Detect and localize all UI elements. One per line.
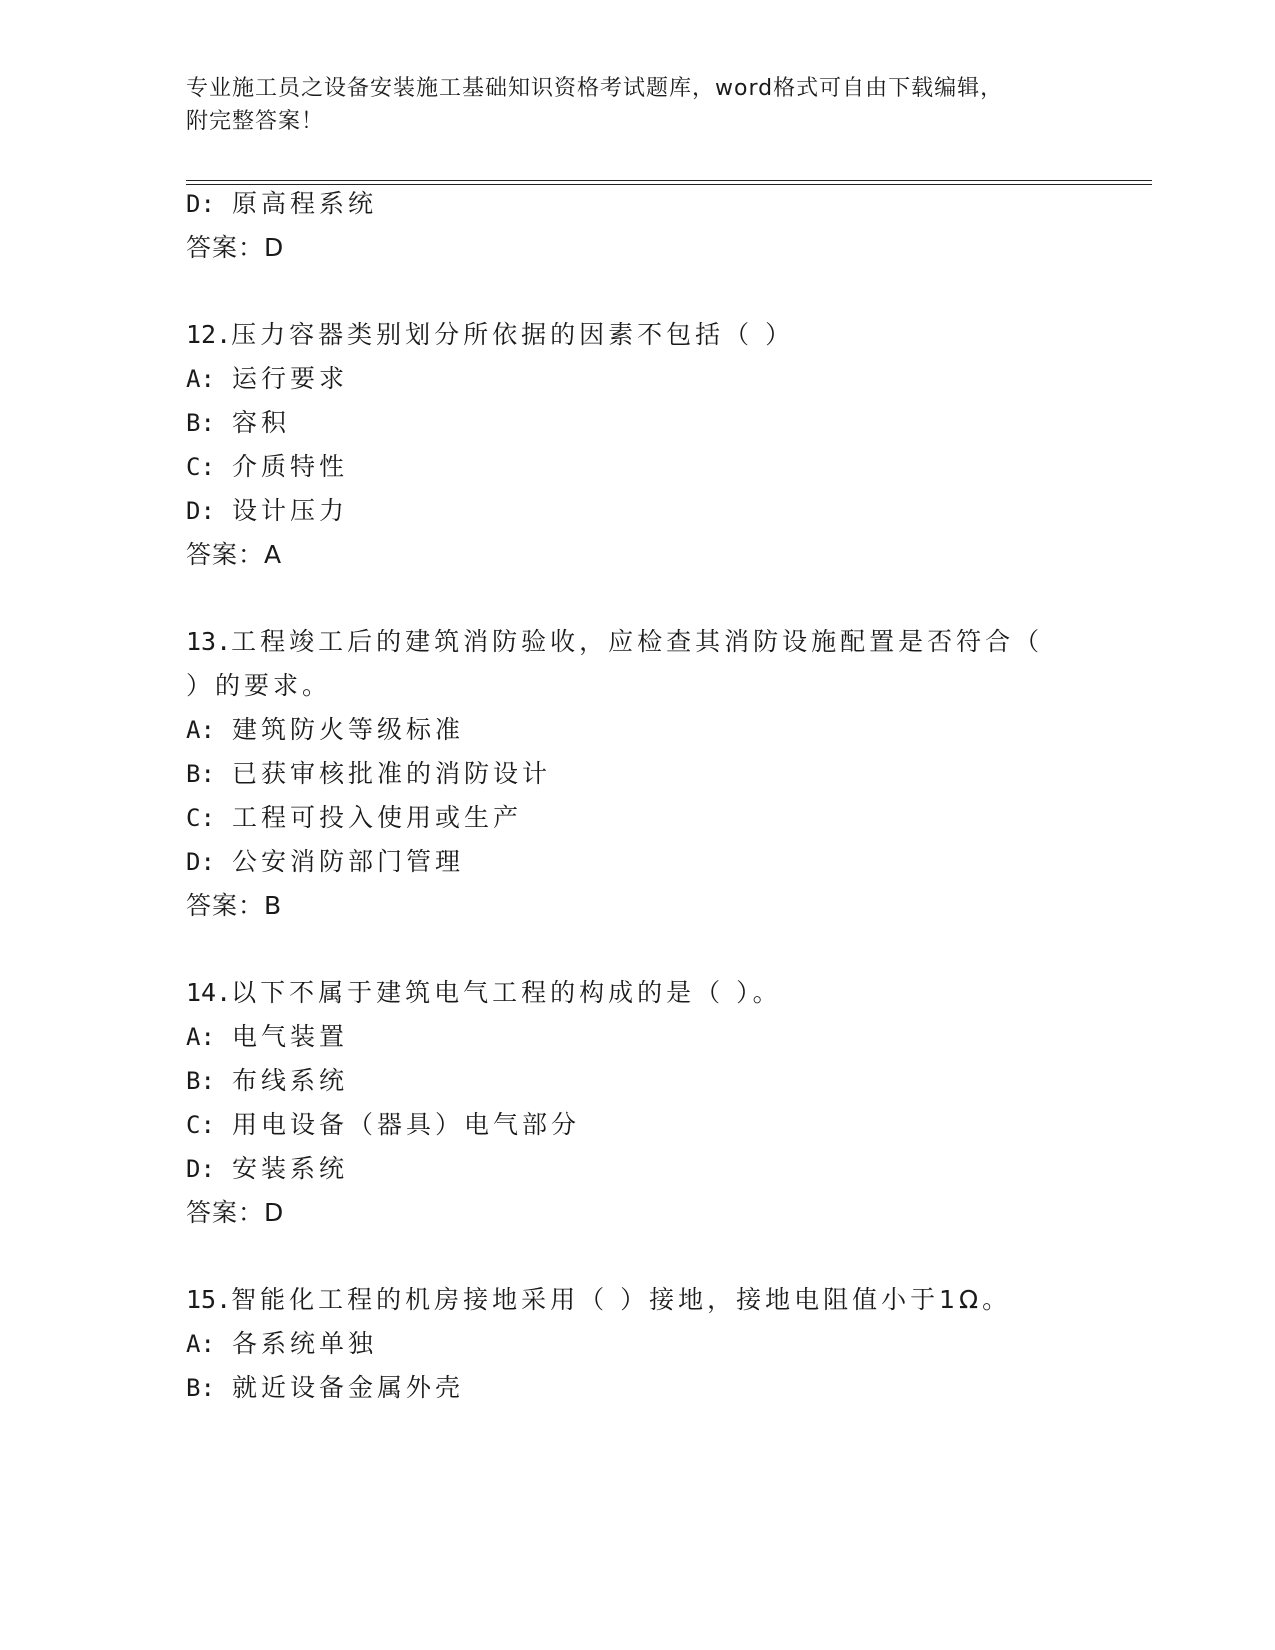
option-text: 设计压力	[232, 496, 349, 525]
option-letter: B:	[186, 1374, 215, 1402]
option-d	[186, 495, 348, 527]
option-letter: B:	[186, 409, 215, 437]
option-b	[186, 1065, 348, 1097]
option-text: 电气装置	[232, 1022, 349, 1051]
question-stem-continued	[186, 670, 331, 702]
answer-line	[186, 1197, 284, 1229]
option-d	[186, 1153, 348, 1185]
header-line-1: 专业施工员之设备安装施工基础知识资格考试题库，word格式可自由下载编辑，	[186, 76, 1004, 101]
option-text: 各系统单独	[232, 1329, 378, 1358]
question-number: 15.	[186, 1285, 232, 1314]
option-letter: A:	[186, 365, 215, 393]
option-letter: C:	[186, 1111, 215, 1139]
question-stem	[186, 977, 782, 1009]
answer-value: A	[264, 540, 283, 569]
question-number: 14.	[186, 978, 232, 1007]
page-header	[186, 72, 1086, 138]
option-text: 用电设备（器具）电气部分	[232, 1110, 581, 1139]
option-letter: D:	[186, 190, 215, 218]
option-text: 安装系统	[232, 1154, 349, 1183]
option-a	[186, 363, 348, 395]
question-text: 工程竣工后的建筑消防验收，应检查其消防设施配置是否符合（	[231, 627, 1044, 656]
option-d	[186, 188, 377, 220]
option-a	[186, 714, 464, 746]
answer-value: D	[264, 233, 285, 262]
option-letter: A:	[186, 1023, 215, 1051]
option-b	[186, 758, 551, 790]
answer-line	[186, 539, 282, 571]
option-b	[186, 407, 290, 439]
header-rule-top	[186, 180, 1152, 181]
header-rule-bottom	[186, 184, 1152, 185]
option-d	[186, 846, 464, 878]
option-c	[186, 1109, 580, 1141]
option-text: 就近设备金属外壳	[232, 1373, 465, 1402]
option-text: 介质特性	[232, 452, 349, 481]
option-letter: C:	[186, 453, 215, 481]
answer-label: 答案：	[186, 233, 265, 262]
answer-line	[186, 232, 284, 264]
header-line-2: 附完整答案！	[186, 109, 325, 134]
option-a	[186, 1021, 348, 1053]
answer-line	[186, 890, 282, 922]
option-letter: B:	[186, 760, 215, 788]
option-text: 已获审核批准的消防设计	[232, 759, 552, 788]
question-number: 12.	[186, 320, 232, 349]
question-text: 智能化工程的机房接地采用（ ）接地，接地电阻值小于1Ω。	[231, 1285, 1012, 1314]
answer-value: D	[264, 1198, 285, 1227]
option-text: 布线系统	[232, 1066, 349, 1095]
question-text: ）的要求。	[186, 671, 332, 700]
option-letter: A:	[186, 1330, 215, 1358]
option-text: 公安消防部门管理	[232, 847, 465, 876]
answer-value: B	[264, 891, 283, 920]
option-letter: D:	[186, 497, 215, 525]
question-number: 13.	[186, 627, 232, 656]
option-letter: C:	[186, 804, 215, 832]
option-letter: D:	[186, 848, 215, 876]
option-letter: A:	[186, 716, 215, 744]
option-c	[186, 802, 522, 834]
option-text: 容积	[232, 408, 291, 437]
option-letter: B:	[186, 1067, 215, 1095]
question-stem	[186, 1284, 1011, 1316]
option-a	[186, 1328, 377, 1360]
option-letter: D:	[186, 1155, 215, 1183]
option-b	[186, 1372, 464, 1404]
option-c	[186, 451, 348, 483]
question-text: 以下不属于建筑电气工程的构成的是（ ）。	[231, 978, 782, 1007]
answer-label: 答案：	[186, 891, 265, 920]
option-text: 工程可投入使用或生产	[232, 803, 523, 832]
question-stem	[186, 319, 794, 351]
question-stem	[186, 626, 1043, 658]
option-text: 运行要求	[232, 364, 349, 393]
question-text: 压力容器类别划分所依据的因素不包括（ ）	[231, 320, 795, 349]
answer-label: 答案：	[186, 1198, 265, 1227]
answer-label: 答案：	[186, 540, 265, 569]
option-text: 原高程系统	[232, 189, 378, 218]
option-text: 建筑防火等级标准	[232, 715, 465, 744]
